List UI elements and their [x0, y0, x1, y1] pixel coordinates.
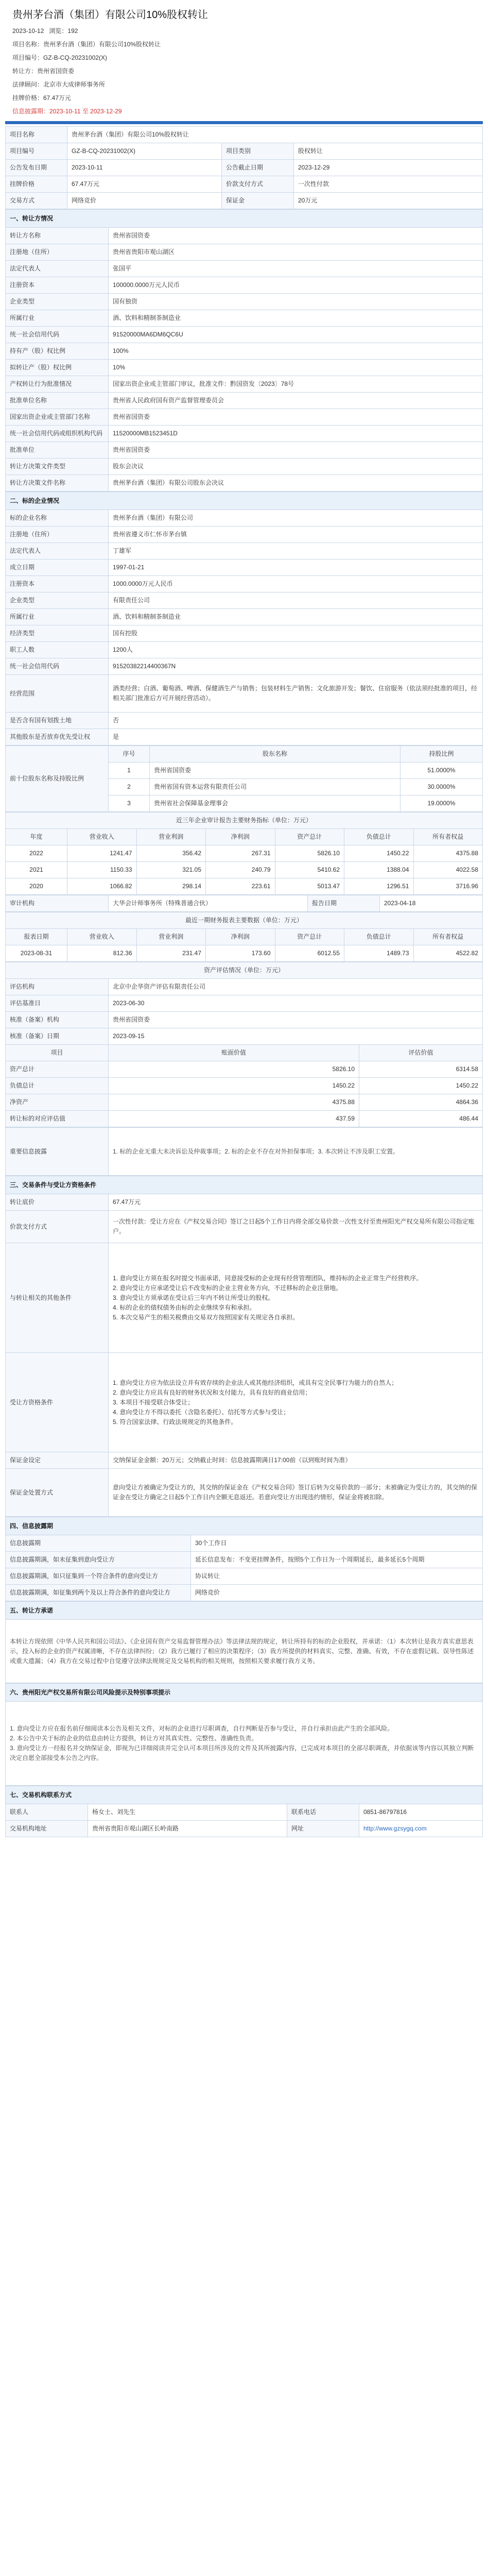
contact-value: 杨女士、刘先生 — [88, 1804, 287, 1821]
basic-label: 交易方式 — [6, 193, 67, 209]
s2-label: 法定代表人 — [6, 543, 109, 560]
audit-table — [5, 895, 483, 912]
recent-head: 营业收入 — [67, 929, 137, 945]
fin-head: 营业利润 — [136, 829, 206, 845]
recent-table — [5, 912, 483, 962]
appr-label: 评估基准日 — [6, 995, 109, 1012]
sh-head-2: 持股比例 — [400, 746, 483, 762]
disclosure-line: 信息披露期：2023-10-11 至 2023-12-29 — [12, 108, 122, 115]
sh-head-0: 序号 — [109, 746, 150, 762]
s2-value: 贵州茅台酒（集团）有限公司 — [109, 510, 483, 527]
s2-value: 丁雄军 — [109, 543, 483, 560]
report-date-value: 2023-04-18 — [380, 895, 483, 912]
recent-cell: 231.47 — [136, 945, 206, 962]
fin-cell: 356.42 — [136, 845, 206, 862]
note-label: 重要信息披露 — [6, 1128, 109, 1176]
s2-label: 注册地（住所） — [6, 527, 109, 543]
s3-label: 价款支付方式 — [6, 1211, 109, 1243]
basic-label: 公告发布日期 — [6, 160, 67, 176]
sh-cell: 51.0000% — [400, 762, 483, 779]
s2-value: 贵州省遵义市仁怀市茅台镇 — [109, 527, 483, 543]
fin-head: 营业收入 — [67, 829, 137, 845]
s2-label: 经济类型 — [6, 625, 109, 642]
section4-table — [5, 1517, 483, 1601]
fin-cell: 2021 — [6, 862, 67, 878]
appr-cell: 486.44 — [359, 1111, 483, 1127]
fin-cell: 3716.96 — [413, 878, 483, 895]
appr-cell: 5826.10 — [109, 1061, 359, 1078]
basic-label: 项目编号 — [6, 143, 67, 160]
recent-head: 报表日期 — [6, 929, 67, 945]
fin-cell: 2022 — [6, 845, 67, 862]
phone-label: 联系电话 — [287, 1804, 359, 1821]
basic-value: 股权转让 — [294, 143, 483, 160]
appr-cell: 1450.22 — [359, 1078, 483, 1094]
basic-label: 保证金 — [222, 193, 294, 209]
s1-label: 拟转让产（股）权比例 — [6, 360, 109, 376]
s4-value: 30个工作日 — [191, 1535, 483, 1552]
appr-cell: 1450.22 — [109, 1078, 359, 1094]
basic-label: 公告截止日期 — [222, 160, 294, 176]
s2-label: 统一社会信用代码 — [6, 658, 109, 675]
appr-value: 2023-06-30 — [109, 995, 483, 1012]
fin-cell: 5410.62 — [275, 862, 344, 878]
recent-head: 营业利润 — [136, 929, 206, 945]
s2-label: 其他股东是否放弃优先受让权 — [6, 729, 109, 745]
basic-value: 一次性付款 — [294, 176, 483, 193]
contact-label: 联系人 — [6, 1804, 88, 1821]
seller-line: 转让方：贵州省国资委 — [12, 67, 75, 75]
section6-table — [5, 1683, 483, 1786]
s2-label: 标的企业名称 — [6, 510, 109, 527]
basic-value: GZ-B-CQ-20231002(X) — [67, 143, 222, 160]
appr-head: 评估价值 — [359, 1045, 483, 1061]
s2-value: 酒、饮料和精制茶制造业 — [109, 609, 483, 625]
section4-title: 四、信息披露期 — [6, 1517, 483, 1535]
financial-table — [5, 812, 483, 895]
recent-cell: 6012.55 — [275, 945, 344, 962]
fin-cell: 1066.82 — [67, 878, 137, 895]
s1-label: 转让方决策文件类型 — [6, 459, 109, 475]
fin-cell: 4375.88 — [413, 845, 483, 862]
fin-head: 资产总计 — [275, 829, 344, 845]
basic-label: 价款支付方式 — [222, 176, 294, 193]
section2-title: 二、标的企业情况 — [6, 492, 483, 510]
s1-value: 股东会决议 — [109, 459, 483, 475]
fin-cell: 1388.04 — [344, 862, 414, 878]
s2-label: 注册资本 — [6, 576, 109, 592]
s1-value: 贵州茅台酒（集团）有限公司股东会决议 — [109, 475, 483, 492]
meta-date: 2023-10-12 — [12, 27, 44, 35]
s1-value: 张国平 — [109, 261, 483, 277]
recent-cell: 4522.82 — [413, 945, 483, 962]
s1-label: 持有产（股）权比例 — [6, 343, 109, 360]
fin-cell: 240.79 — [206, 862, 275, 878]
s2-value: 酒类经营；白酒、葡萄酒、啤酒、保健酒生产与销售；包装材料生产销售；文化旅游开发；餐饮、住宿服务（依法须经批准的项目，经相关部门批准后方可开展经营活动）。 — [109, 675, 483, 713]
s4-label: 信息披露期满，如征集到两个及以上符合条件的意向受让方 — [6, 1585, 191, 1601]
s1-label: 国家出资企业或主管部门名称 — [6, 409, 109, 426]
s1-value: 贵州省人民政府国有资产监督管理委员会 — [109, 393, 483, 409]
address-label: 交易机构地址 — [6, 1821, 88, 1837]
s1-value: 国家出资企业或主管部门审议，批准文件：黔国资发〔2023〕78号 — [109, 376, 483, 393]
section2-table — [5, 492, 483, 745]
shareholders-table — [5, 745, 483, 812]
s4-value: 延长信息发布：不变更挂牌条件，按照5个工作日为一个周期延长，最多延长5个周期 — [191, 1552, 483, 1568]
basic-label: 项目类别 — [222, 143, 294, 160]
section1-title: 一、转让方情况 — [6, 210, 483, 228]
s3-value: 交纳保证金金额：20万元；交纳截止时间：信息披露期满日17:00前（以到账时间为准） — [109, 1452, 483, 1469]
audit-org-label: 审计机构 — [6, 895, 109, 912]
s1-label: 产权转让行为批准情况 — [6, 376, 109, 393]
appr-head: 项目 — [6, 1045, 109, 1061]
fin-cell: 1241.47 — [67, 845, 137, 862]
sh-cell: 贵州省国有资本运营有限责任公司 — [150, 779, 400, 795]
sh-cell: 1 — [109, 762, 150, 779]
fin-cell: 223.61 — [206, 878, 275, 895]
s2-value: 1997-01-21 — [109, 560, 483, 576]
s4-label: 信息披露期满，如只征集到一个符合条件的意向受让方 — [6, 1568, 191, 1585]
s1-value: 100000.0000万元人民币 — [109, 277, 483, 294]
s3-value: 一次性付款：受让方应在《产权交易合同》签订之日起5个工作日内将全部交易价款一次性支付至贵州阳光产权交易所有限公司指定账户。 — [109, 1211, 483, 1243]
appraisal-title: 资产评估情况（单位：万元） — [6, 962, 483, 979]
appr-head: 账面价值 — [109, 1045, 359, 1061]
s2-value: 否 — [109, 713, 483, 729]
blue-divider — [5, 121, 483, 124]
fin-cell: 4022.58 — [413, 862, 483, 878]
sh-cell: 贵州省国资委 — [150, 762, 400, 779]
basic-label: 挂牌价格 — [6, 176, 67, 193]
s3-label: 与转让相关的其他条件 — [6, 1243, 109, 1353]
basic-value: 网络竞价 — [67, 193, 222, 209]
s4-value: 协议转让 — [191, 1568, 483, 1585]
appr-cell: 资产总计 — [6, 1061, 109, 1078]
fin-head: 负债总计 — [344, 829, 414, 845]
appr-label: 核准（备案）机构 — [6, 1012, 109, 1028]
recent-title: 最近一期财务报表主要数据（单位：万元） — [6, 912, 483, 929]
appr-cell: 转让标的对应评估值 — [6, 1111, 109, 1127]
listing-price-line: 挂牌价格：67.47万元 — [12, 94, 72, 101]
section6-text: 1. 意向受让方应在报名前仔细阅读本公告及相关文件，对标的企业进行尽职调查，自行判断是否参与受让，并自行承担由此产生的全部风险。 2. 本公告中关于标的企业的信息由转让方提供，转让方对其真实性、完整性、准确性负责。 3. 意向受让方一经报名并交纳保证金，即视为已详细阅读并完全认可本项目所涉及的文件及其所披露内容，已完成对本项目的全部尽职调查，并依据该等内容以其独立判断决定自愿全部接受本公告之内容。 — [6, 1702, 483, 1786]
basic-value: 2023-12-29 — [294, 160, 483, 176]
basic-table — [5, 126, 483, 209]
section1-table — [5, 209, 483, 492]
report-date-label: 报告日期 — [308, 895, 380, 912]
s2-value: 有限责任公司 — [109, 592, 483, 609]
appr-value: 北京中企华资产评估有限责任公司 — [109, 979, 483, 995]
s2-label: 企业类型 — [6, 592, 109, 609]
s1-label: 注册地（住所） — [6, 244, 109, 261]
fin-cell: 5013.47 — [275, 878, 344, 895]
s4-value: 网络竞价 — [191, 1585, 483, 1601]
s1-label: 转让方决策文件名称 — [6, 475, 109, 492]
sh-cell: 3 — [109, 795, 150, 812]
appr-label: 评估机构 — [6, 979, 109, 995]
project-code-line: 项目编号：GZ-B-CQ-20231002(X) — [12, 54, 108, 61]
appr-label: 核准（备案）日期 — [6, 1028, 109, 1045]
s2-label: 成立日期 — [6, 560, 109, 576]
s1-label: 批准单位 — [6, 442, 109, 459]
s2-value: 国有控股 — [109, 625, 483, 642]
s2-value: 1000.0000万元人民币 — [109, 576, 483, 592]
s3-label: 保证金设定 — [6, 1452, 109, 1469]
appraisal-table — [5, 962, 483, 1127]
s2-value: 91520382214400367N — [109, 658, 483, 675]
section5-text: 本转让方现依照《中华人民共和国公司法》、《企业国有资产交易监督管理办法》等法律法规的规定，转让所持有的标的企业股权，并承诺：（1）本次转让是我方真实意思表示，投入标的企业的资产权属清晰，不存在法律纠纷；（2）我方已履行了相应的决策程序；（3）我方所提供的材料真实、完整、准确、有效，不存在虚假记载、误导性陈述或重大遗漏；（4）我方在交易过程中自觉遵守法律法规规定及交易机构的相关规则，按照相关要求履行我方义务。 — [6, 1620, 483, 1683]
fin-cell: 1450.22 — [344, 845, 414, 862]
s1-value: 11520000MB1523451D — [109, 426, 483, 442]
page-title: 贵州茅台酒（集团）有限公司10%股权转让 — [12, 9, 208, 21]
s1-label: 转让方名称 — [6, 228, 109, 244]
section3-title: 三、交易条件与受让方资格条件 — [6, 1176, 483, 1194]
appr-value: 贵州省国资委 — [109, 1012, 483, 1028]
section7-title: 七、交易机构联系方式 — [6, 1786, 483, 1804]
s2-label: 所属行业 — [6, 609, 109, 625]
s2-label: 职工人数 — [6, 642, 109, 658]
s1-label: 注册资本 — [6, 277, 109, 294]
website-label: 网址 — [287, 1821, 359, 1837]
phone-value: 0851-86797816 — [359, 1804, 482, 1821]
s3-value: 意向受让方被确定为受让方的，其交纳的保证金在《产权交易合同》签订后转为交易价款的一部分；未被确定为受让方的，其交纳的保证金在受让方确定之日起5个工作日内全额无息返还。若意向受让方出现违约情形，保证金将被扣除。 — [109, 1469, 483, 1517]
recent-head: 资产总计 — [275, 929, 344, 945]
appr-cell: 净资产 — [6, 1094, 109, 1111]
appr-cell: 437.59 — [109, 1111, 359, 1127]
s1-label: 批准单位名称 — [6, 393, 109, 409]
fin-head: 年度 — [6, 829, 67, 845]
appr-cell: 4864.36 — [359, 1094, 483, 1111]
fin-cell: 1296.51 — [344, 878, 414, 895]
s3-label: 保证金处置方式 — [6, 1469, 109, 1517]
section6-title: 六、贵州阳光产权交易所有限公司风险提示及特别事项提示 — [6, 1684, 483, 1702]
s1-label: 法定代表人 — [6, 261, 109, 277]
s2-label: 经营范围 — [6, 675, 109, 713]
meta-date-line — [12, 24, 483, 38]
appr-cell: 4375.88 — [109, 1094, 359, 1111]
appr-value: 2023-09-15 — [109, 1028, 483, 1045]
fin-cell: 5826.10 — [275, 845, 344, 862]
org-line: 法律顾问：北京市大成律师事务所 — [12, 81, 106, 88]
s1-label: 所属行业 — [6, 310, 109, 327]
s1-value: 酒、饮料和精制茶制造业 — [109, 310, 483, 327]
s1-label: 企业类型 — [6, 294, 109, 310]
s1-value: 贵州省国资委 — [109, 228, 483, 244]
s1-label: 统一社会信用代码或组织机构代码 — [6, 426, 109, 442]
fin-cell: 321.05 — [136, 862, 206, 878]
s1-value: 100% — [109, 343, 483, 360]
sh-head-1: 股东名称 — [150, 746, 400, 762]
sh-cell: 贵州省社会保障基金理事会 — [150, 795, 400, 812]
basic-value: 67.47万元 — [67, 176, 222, 193]
project-name-line: 项目名称：贵州茅台酒（集团）有限公司10%股权转让 — [12, 41, 161, 48]
shareholders-label: 前十位股东名称及持股比例 — [6, 746, 109, 812]
section5-table — [5, 1601, 483, 1683]
fin-head: 所有者权益 — [413, 829, 483, 845]
s1-value: 贵州省国资委 — [109, 442, 483, 459]
s3-value: 1. 意向受让方须在报名时提交书面承诺，同意接受标的企业现有经营管理团队，维持标的企业正常生产经营秩序。 2. 意向受让方应承诺受让后不改变标的企业主营业务方向，不迁移标的企业注册地。 3. 意向受让方须承诺在受让后三年内不转让所受让的股权。 4. 标的企业的债权债务由标的企业继续享有和承担。 5. 本次交易产生的相关税费由交易双方按照国家有关规定各自承担。 — [109, 1243, 483, 1353]
s1-value: 10% — [109, 360, 483, 376]
sh-cell: 2 — [109, 779, 150, 795]
meta-block — [12, 24, 483, 118]
fin-title: 近三年企业审计报告主要财务指标（单位：万元） — [6, 812, 483, 829]
s1-value: 贵州省国资委 — [109, 409, 483, 426]
fin-head: 净利润 — [206, 829, 275, 845]
recent-head: 负债总计 — [344, 929, 414, 945]
s4-label: 信息披露期 — [6, 1535, 191, 1552]
basic-value: 20万元 — [294, 193, 483, 209]
basic-label: 项目名称 — [6, 127, 67, 143]
fin-cell: 2020 — [6, 878, 67, 895]
s1-value: 国有独资 — [109, 294, 483, 310]
note-table — [5, 1127, 483, 1176]
note-text: 1. 标的企业无重大未决诉讼及仲裁事项；2. 标的企业不存在对外担保事项；3. 本次转让不涉及职工安置。 — [109, 1128, 483, 1176]
recent-cell: 173.60 — [206, 945, 275, 962]
section3-table — [5, 1176, 483, 1517]
s1-value: 91520000MA6DM6QC6U — [109, 327, 483, 343]
s2-value: 1200人 — [109, 642, 483, 658]
appr-cell: 负债总计 — [6, 1078, 109, 1094]
fin-cell: 267.31 — [206, 845, 275, 862]
s1-value: 贵州省贵阳市观山湖区 — [109, 244, 483, 261]
appr-cell: 6314.58 — [359, 1061, 483, 1078]
s2-value: 是 — [109, 729, 483, 745]
recent-cell: 2023-08-31 — [6, 945, 67, 962]
s1-label: 统一社会信用代码 — [6, 327, 109, 343]
sh-cell: 19.0000% — [400, 795, 483, 812]
sh-cell: 30.0000% — [400, 779, 483, 795]
meta-views: 浏览：192 — [49, 27, 78, 35]
audit-org-value: 大华会计师事务所（特殊普通合伙） — [109, 895, 308, 912]
address-value: 贵州省贵阳市观山湖区长岭南路 — [88, 1821, 287, 1837]
recent-head: 所有者权益 — [413, 929, 483, 945]
recent-head: 净利润 — [206, 929, 275, 945]
basic-value: 2023-10-11 — [67, 160, 222, 176]
website-link[interactable]: http://www.gzsygq.com — [359, 1821, 482, 1837]
section5-title: 五、转让方承诺 — [6, 1602, 483, 1620]
fin-cell: 1150.33 — [67, 862, 137, 878]
s4-label: 信息披露期满，如未征集到意向受让方 — [6, 1552, 191, 1568]
page-wrapper — [0, 6, 488, 1837]
s3-label: 受让方资格条件 — [6, 1353, 109, 1452]
recent-cell: 812.36 — [67, 945, 137, 962]
basic-value: 贵州茅台酒（集团）有限公司10%股权转让 — [67, 127, 483, 143]
s3-value: 67.47万元 — [109, 1194, 483, 1211]
section7-table — [5, 1786, 483, 1837]
fin-cell: 298.14 — [136, 878, 206, 895]
s3-label: 转让底价 — [6, 1194, 109, 1211]
s2-label: 是否含有国有划拨土地 — [6, 713, 109, 729]
recent-cell: 1489.73 — [344, 945, 414, 962]
s3-value: 1. 意向受让方应为依法设立并有效存续的企业法人或其他经济组织，或具有完全民事行为能力的自然人； 2. 意向受让方应具有良好的财务状况和支付能力，具有良好的商业信用； 3. 本项目不接受联合体受让； 4. 意向受让方不得以委托（含隐名委托）、信托等方式参与受让； 5. 符合国家法律、行政法规规定的其他条件。 — [109, 1353, 483, 1452]
